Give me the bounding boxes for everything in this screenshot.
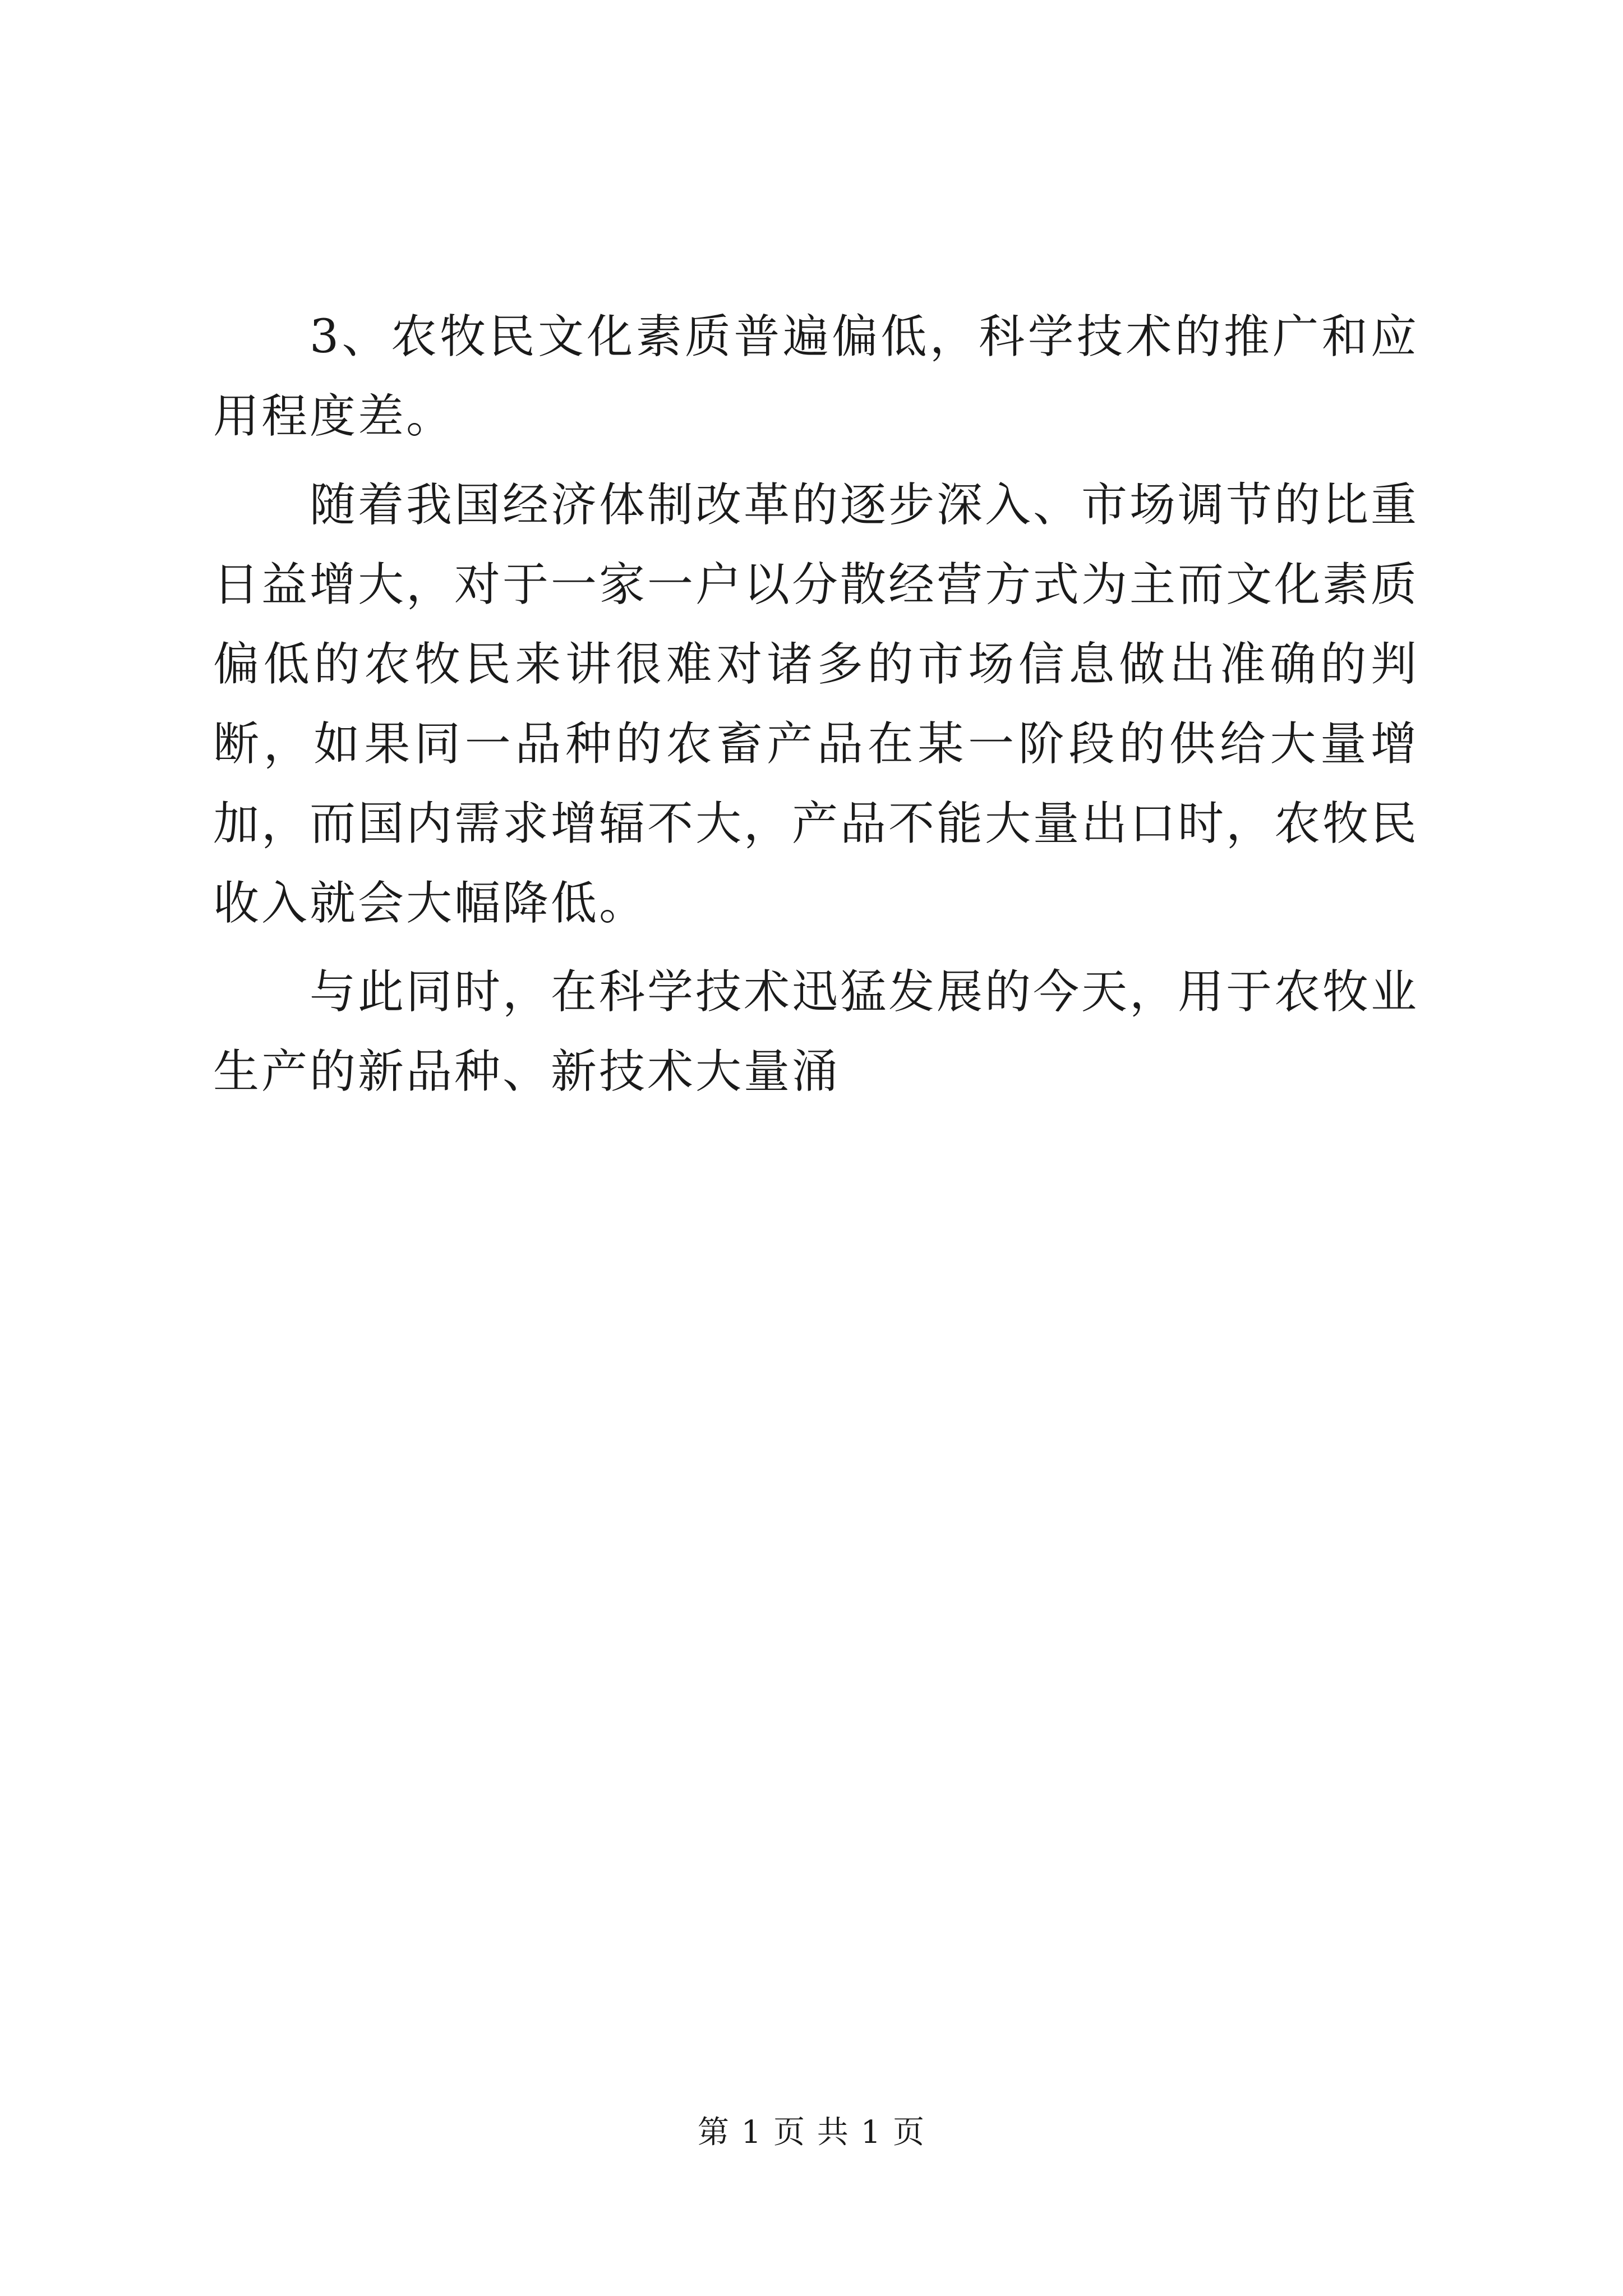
paragraph-3: 与此同时，在科学技术迅猛发展的今天，用于农牧业生产的新品种、新技术大量涌 [213, 965, 1419, 1098]
paragraph-1: 3、农牧民文化素质普遍偏低，科学技术的推广和应用程度差。 [213, 310, 1419, 443]
document-body [213, 297, 1419, 1121]
page-footer: 第 1 页 共 1 页 [697, 2114, 926, 2151]
paragraph-2: 随着我国经济体制改革的逐步深入、市场调节的比重日益增大，对于一家一户以分散经营方式为主而文化素质偏低的农牧民来讲很难对诸多的市场信息做出准确的判断，如果同一品种的农畜产品在某一阶段的供给大量增加，而国内需求增辐不大，产品不能大量出口时，农牧民收入就会大幅降低。 [213, 478, 1419, 930]
